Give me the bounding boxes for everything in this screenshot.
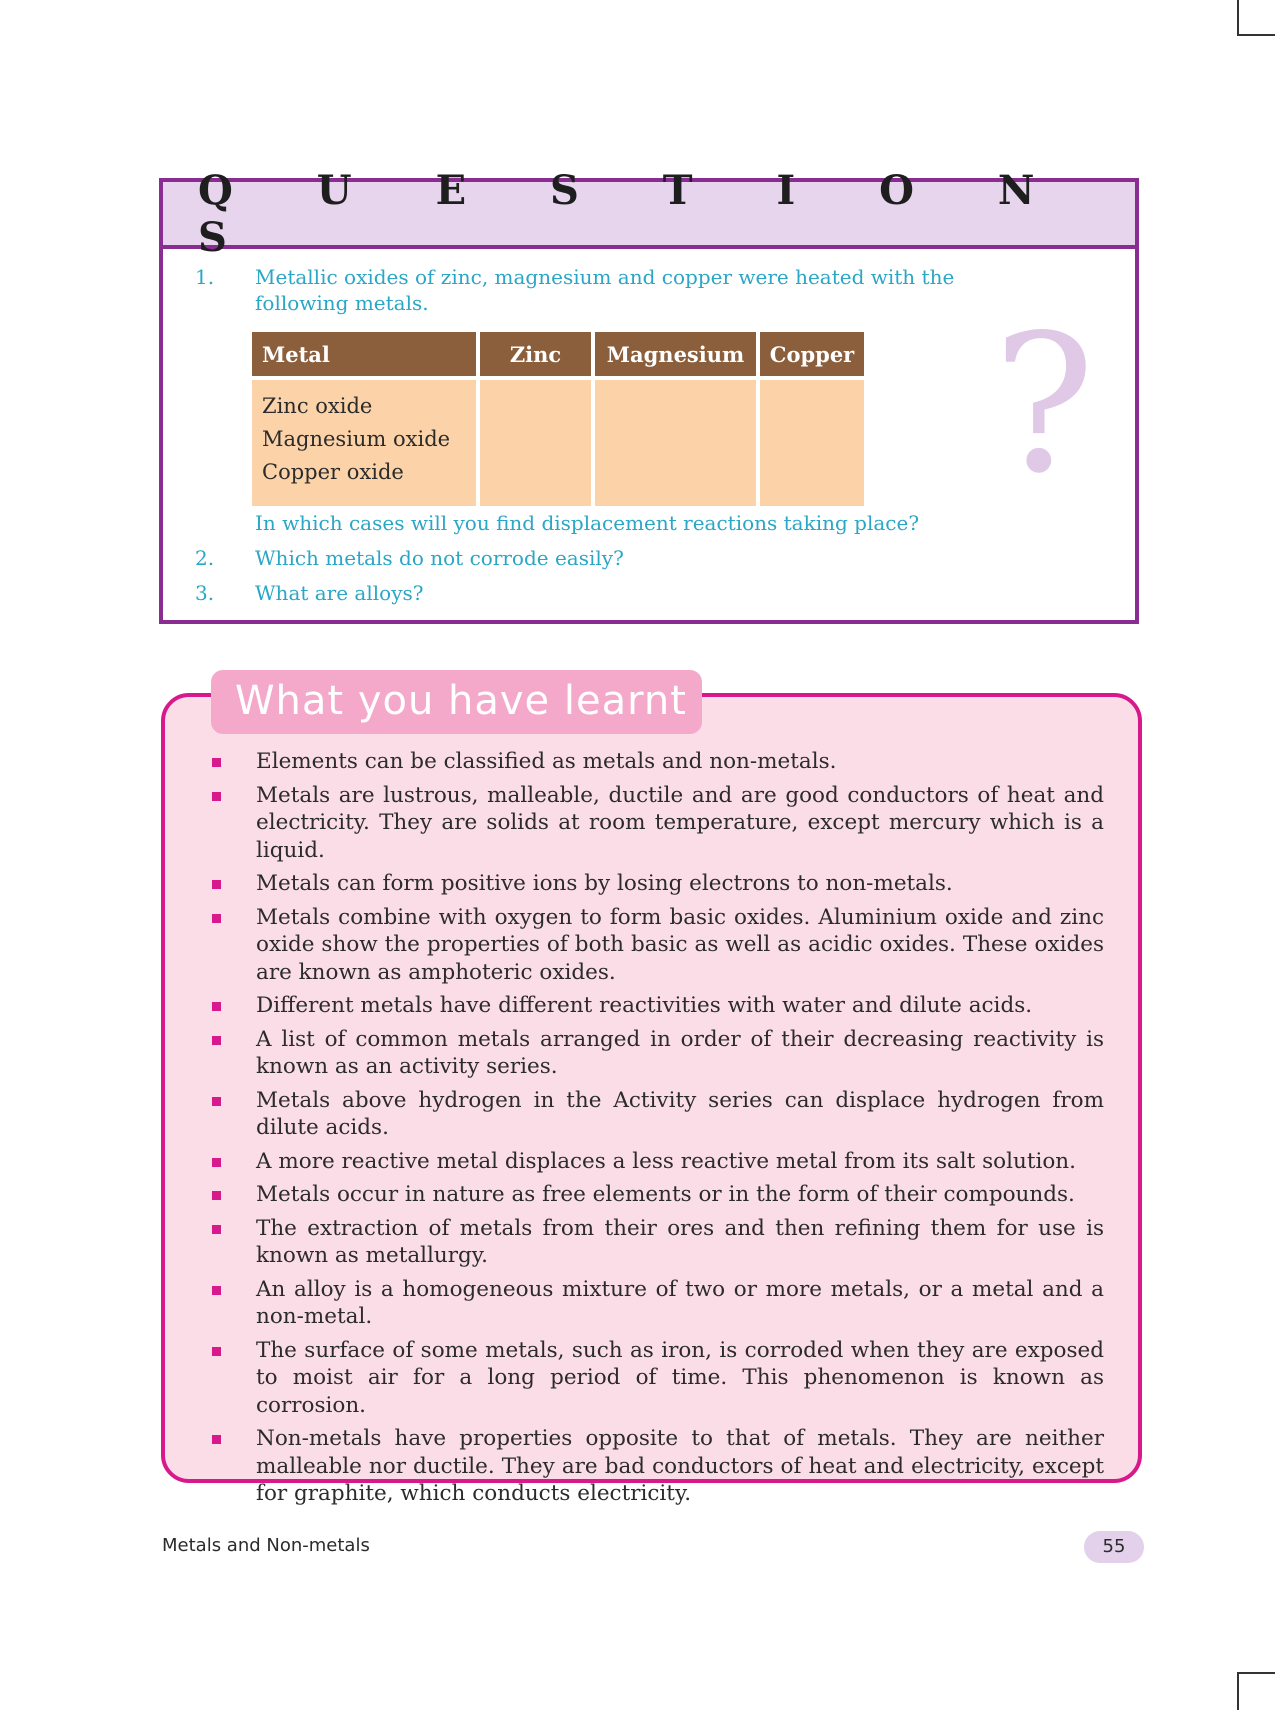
table-header-row [252,332,864,380]
list-item [211,870,1104,898]
list-item-text: A more reactive metal displaces a less reactive metal from its salt solution. [256,1148,1076,1174]
list-item [211,1425,1104,1508]
questions-box [159,166,1139,624]
crop-mark-bottom-right [1237,1672,1275,1710]
table-row-magnesium-oxide: Magnesium oxide [262,427,451,451]
list-item-text: Different metals have different reactivities with water and dilute acids. [256,993,1033,1018]
list-item [211,1276,1104,1331]
bullet-square-icon [212,1002,221,1011]
question-1-number: 1. [195,265,215,289]
question-2-number: 2. [195,546,215,570]
question-3-text: What are alloys? [255,581,424,605]
bullet-square-icon [212,758,221,767]
table-cell-magnesium [595,380,756,506]
list-item-text: Metals are lustrous, malleable, ductile and are good conductors of heat and electricity. They are solids at room temperature, except mercury which is a liquid. [256,782,1104,863]
list-item-text: Metals can form positive ions by losing electrons to non-metals. [256,871,953,896]
crop-mark-top-right [1237,0,1275,36]
bullet-square-icon [212,1435,221,1444]
bullet-square-icon [212,1036,221,1045]
question-2-text: Which metals do not corrode easily? [255,546,624,570]
bullet-square-icon [212,1225,221,1234]
list-item [211,748,1104,776]
list-item [211,1215,1104,1270]
list-item-text: Non-metals have properties opposite to that of metals. They are neither malleable nor ductile. They are bad conductors of heat and electricity, except for graphite, which conducts electricity. [256,1426,1104,1506]
questions-header [163,166,1135,261]
learnt-title-tab [211,670,702,734]
question-3-number: 3. [195,581,215,605]
list-item-text: Elements can be classified as metals and non-metals. [256,749,837,774]
list-item-text: Metals occur in nature as free elements or in the form of their compounds. [256,1182,1075,1207]
questions-title: Q U E S T I O N S [198,166,1070,261]
list-item [211,1337,1104,1420]
list-item [211,1148,1104,1176]
table-row-zinc-oxide: Zinc oxide [262,394,373,418]
question-1-text: Metallic oxides of zinc, magnesium and copper were heated with the following metals. [255,265,955,315]
chapter-name: Metals and Non-metals [162,1535,370,1556]
bullet-square-icon [212,914,221,923]
bullet-square-icon [212,792,221,801]
table-header-zinc: Zinc [480,332,591,380]
list-item-text: A list of common metals arranged in order of their decreasing reactivity is known as an activity series. [256,1026,1104,1079]
table-header-magnesium: Magnesium [595,332,756,380]
learnt-title: What you have learnt [235,678,687,724]
list-item-text: The surface of some metals, such as iron, is corroded when they are exposed to moist air for a long period of time. This phenomenon is known as corrosion. [256,1337,1104,1418]
list-item [211,992,1104,1020]
bullet-square-icon [212,1191,221,1200]
list-item [211,904,1104,987]
list-item-text: An alloy is a homogeneous mixture of two or more metals, or a metal and a non-metal. [256,1276,1104,1329]
list-item [211,1087,1104,1142]
page-number: 55 [1084,1531,1144,1563]
list-item [211,1026,1104,1081]
table-cell-oxides [252,380,476,506]
list-item [211,782,1104,865]
list-item-text: Metals above hydrogen in the Activity series can displace hydrogen from dilute acids. [256,1087,1104,1140]
table-row-copper-oxide: Copper oxide [262,460,404,484]
table-row [252,380,864,506]
table-header-metal: Metal [252,332,476,380]
table-cell-zinc [480,380,591,506]
bullet-square-icon [212,1158,221,1167]
list-item-text: Metals combine with oxygen to form basic oxides. Aluminium oxide and zinc oxide show the properties of both basic as well as acidic oxides. These oxides are known as amphoteric oxides. [256,904,1104,985]
metal-oxide-table [248,332,868,506]
question-1-followup-text: In which cases will you find displacement reactions taking place? [255,511,920,535]
learnt-list [211,748,1104,1514]
bullet-square-icon [212,1286,221,1295]
bullet-square-icon [212,1347,221,1356]
bullet-square-icon [212,1097,221,1106]
list-item-text: The extraction of metals from their ores and then refining them for use is known as metallurgy. [256,1215,1104,1268]
table-header-copper: Copper [760,332,864,380]
table-cell-copper [760,380,864,506]
bullet-square-icon [212,880,221,889]
list-item [211,1181,1104,1209]
question-mark-icon: ? [993,294,1095,515]
